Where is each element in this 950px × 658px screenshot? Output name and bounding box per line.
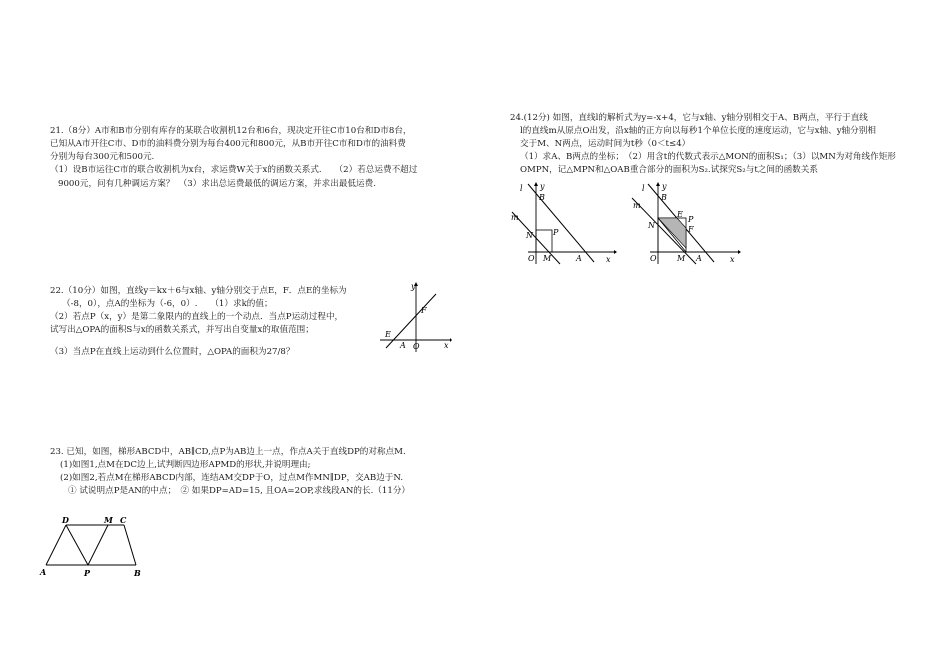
q23-line: ① 试说明点P是AN的中点； ② 如果DP=AD=15, 且OA=2OP,求线段AN的长.（11分） [68,486,411,496]
fig-label: B [134,568,141,578]
q21-line: 9000元，问有几种调运方案？ （3）求出总运费最低的调运方案，并求出最低运费. [58,179,376,189]
fig-label: l [642,184,645,193]
fig-label: x [730,255,735,264]
fig-label: M [104,515,113,525]
fig-label: P [553,228,559,237]
fig-label: y [411,282,416,291]
fig-label: y [540,182,545,191]
q23-line: 23. 已知，如图，梯形ABCD中，AB∥CD,点P为AB边上一点，作点A关于直线DP的对称点M. [50,447,406,457]
q24-figure-1 [508,180,620,265]
q22-line: 22.（10分）如图，直线y＝kx＋6与x轴、y轴分别交于点E，F．点E的坐标为 [50,286,347,296]
q22-line: 试写出△OPA的面积S与x的函数关系式，并写出自变量x的取值范围； [50,325,314,335]
fig-label: y [662,182,667,191]
q24-line: l的直线m从原点O出发，沿x轴的正方向以每秒1个单位长度的速度运动，它与x轴、y轴分别相 [520,126,876,136]
fig-label: N [648,221,655,230]
fig-label: x [606,255,611,264]
q22-line: （-8，0），点A的坐标为（-6，0）. （1）求k的值； [62,299,273,309]
q24-line: OMPN，记△MPN和△OAB重合部分的面积为S₂.试探究S₂与t之间的函数关系 [520,165,818,175]
fig-label: B [539,193,545,202]
fig-label: O [528,254,535,263]
fig-label: O [650,254,657,263]
q21-line: 21.（8分）A市和B市分别有库存的某联合收割机12台和6台，现决定开往C市10台和D市8台， [50,126,412,136]
fig-label: P [688,215,694,224]
q23-line: (2)如图2,若点M在梯形ABCD内部，连结AM交DP于O，过点M作MN∥DP，交AB边于N. [60,473,404,483]
fig-label: F [688,225,694,234]
q21-line: 分别为每台300元和500元. [50,152,155,162]
q22-line: （3）当点P在直线上运动到什么位置时，△OPA的面积为27/8？ [50,347,295,357]
fig-label: C [120,515,127,525]
q22-line: （2）若点P（x，y）是第二象限内的直线上的一个动点．当点P运动过程中， [50,312,344,322]
fig-label: x [444,341,449,350]
fig-label: P [84,568,91,578]
q24-line: （1）求A、B两点的坐标； （2）用含t的代数式表示△MON的面积S₁；（3）以MN为对角线作矩形 [520,152,896,162]
q24-figure-2 [630,180,746,265]
fig-label: B [661,193,667,202]
fig-label: A [400,341,406,350]
fig-label: m [633,201,641,210]
fig-label: O [413,342,420,351]
q21-line: （1）设B市运往C市的联合收割机为x台，求运费W关于x的函数关系式. （2）若总运费不超过 [50,165,418,175]
q21-line: 已知从A市开往C市、D市的油料费分别为每台400元和800元，从B市开往C市和D市的油料费 [50,139,406,149]
fig-label: F [421,306,427,315]
fig-label: A [696,254,702,263]
fig-label: D [62,515,69,525]
fig-label: M [543,254,552,263]
q23-line: (1)如图1,点M在DC边上,试判断四边形APMD的形状,并说明理由; [60,460,311,470]
q23-figure [36,515,148,579]
q24-line: 交于M、N两点，运动时间为t秒（0＜t≤4） [520,139,691,149]
q22-figure [380,282,452,354]
fig-label: N [526,231,533,240]
fig-label: m [511,213,519,222]
fig-label: A [576,254,582,263]
fig-label: M [677,254,686,263]
fig-label: l [520,184,523,193]
fig-label: A [40,567,47,577]
q24-line: 24.(12分) 如图，直线l的解析式为y=-x+4，它与x轴、y轴分别相交于A、B两点，平行于直线 [510,113,868,123]
fig-label: E [385,330,391,339]
fig-label: E [677,210,683,219]
